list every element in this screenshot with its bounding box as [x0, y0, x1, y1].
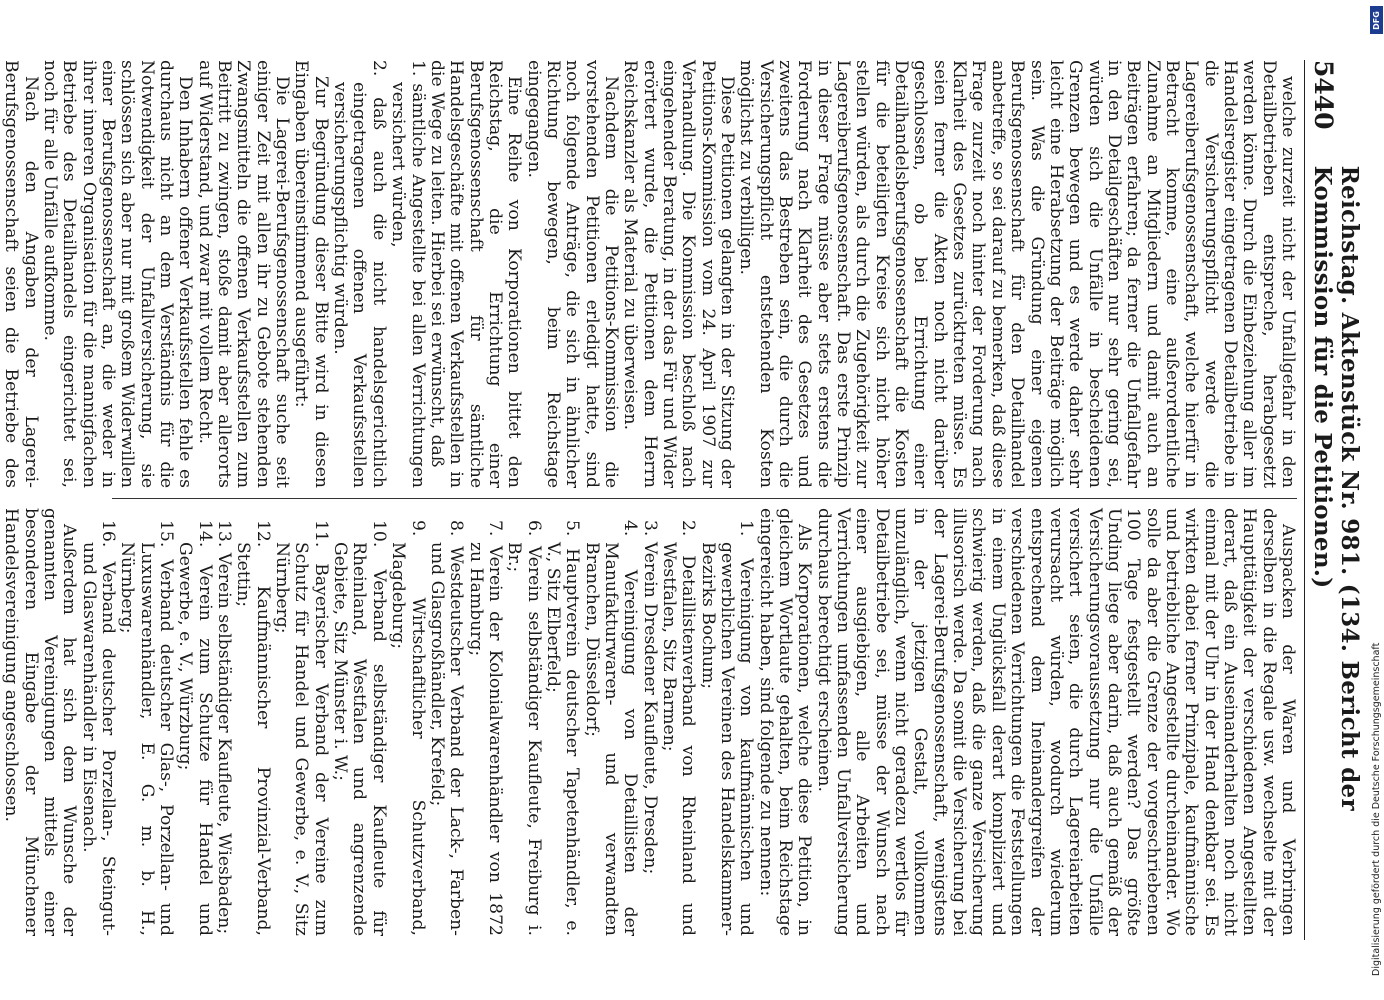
list-item: 2. daß auch die nicht handelsgerichtlich eingetragenen offenen Verkaufsstellen versicherungspflichtig würden. — [330, 60, 389, 488]
list-item: 1. sämtliche Angestellte bei allen Verrichtungen versichert würden, — [388, 60, 428, 488]
digitization-note — [1370, 6, 1384, 996]
paragraph: Den Inhabern offener Verkaufsstellen fehle es durchaus nicht an dem Verständnis für die Notwendigkeit der Unfallversicherung, sie schlössen sich aber nur mit großem Widerwillen einer Berufsgenossenschaft an, die weder in ihrer inneren Organisation für die mannigfachen Betriebe des Detailhandels eingerichtet sei, noch für alle Unfälle aufkomme. — [40, 60, 196, 488]
page-number: 5440 — [1309, 60, 1338, 130]
list-item: 3. Verein Dresdener Kaufleute, Dresden; — [639, 520, 660, 875]
list-item: 1. Vereinigung von kaufmännischen und gewerblichen Vereinen des Handelskammer-Bezirks Bochum; — [697, 520, 757, 936]
list-item: 7. Verein der Kolonialwarenhändler von 1872 zu Hamburg; — [465, 520, 505, 936]
paragraph: Zur Begründung dieser Bitte wird in diesen Eingaben übereinstimmend ausgeführt: — [291, 60, 331, 488]
column-divider — [112, 498, 1297, 499]
page-header — [1304, 60, 1363, 940]
left-text-column — [1, 60, 1298, 488]
list-item: 9. Wirtschaftlicher Schutzverband, Magdeburg; — [388, 520, 428, 936]
right-text-column — [1, 508, 1298, 936]
paragraph: Nachdem die Petitions-Kommission die vorstehenden Petitionen erledigt hatte, sind noch folgende Anträge, die sich in ähnlicher Richtung bewegen, beim Reichstage eingegangen. — [523, 60, 621, 488]
list-item: 10. Verband selbständiger Kaufleute für Rheinland, Westfalen und angrenzende Gebiete, Sitz Münster i. W.; — [330, 520, 389, 936]
paragraph: Auspacken der Waren und Verbringen derselben in die Regale usw. wechselte mit der Haupttätigkeit der verschiedenen Angestellten derart, daß ein Auseinanderhalten noch nicht einmal mit der Uhr in der Hand denkbar sei. Es wirkten dabei ferner Prinzipale, kaufmännische und betriebliche Angestellte durcheinander. Wo solle da aber die Grenze der vorgeschriebenen 100 Tage festgestellt werden? Das größte Unding liege aber darin, daß auch gemäß der Versicherungsvoraussetzung nur die Unfälle versichert seien, die durch Lagereiarbeiten verursacht würden, wodurch wiederum entsprechend dem Ineinandergreifen der verschiedenen Verrichtungen die Feststellungen in einem Unglücksfall derart kompliziert und schwierig werden, daß die ganze Versicherung illusorisch werde. Da somit die Versicherung bei der Lagerei-Berufsgenossenschaft, wenigstens in der jetzigen Gestalt, vollkommen unzulänglich, wenn nicht geradezu wertlos für Detailbetriebe sei, müsse der Wunsch nach einer ausgiebigen, alle Arbeiten und Verrichtungen umfassenden Unfallversicherung durchaus berechtigt erscheinen. — [813, 508, 1298, 936]
list-item: 8. Westdeutscher Verband der Lack-, Farben- und Glasgroßhändler, Krefeld; — [426, 520, 467, 936]
paragraph: Eine Reihe von Korporationen bittet den Reichstag, die Errichtung einer Berufsgenossenschaft für sämtliche Handelsgeschäfte mit offenen Verkaufsstellen in die Wege zu leiten. Hierbei sei erwünscht, daß — [426, 60, 525, 488]
paragraph: Nach den Angaben der Lagerei-Berufsgenossenschaft seien die Betriebe des — [1, 60, 41, 488]
list-item: 12. Kaufmännischer Provinzial-Verband, Stettin; — [233, 520, 273, 936]
list-item: 5. Hauptverein deutscher Tapetenhändler, e. V., Sitz Elberfeld; — [542, 520, 583, 936]
list-item: 4. Vereinigung von Detaillisten der Manufakturwaren- und verwandten Branchen, Düsseldorf; — [581, 520, 641, 936]
paragraph — [0, 508, 1, 936]
list-item: 2. Detaillistenverband von Rheinland und Westfalen, Sitz Barmen; — [659, 520, 699, 936]
list-item: 13. Verein selbständiger Kaufleute, Wiesbaden; — [214, 520, 235, 935]
paragraph: welche zurzeit nicht der Unfallgefahr in den Detailbetrieben entspreche, herabgesetzt werden könne. Durch die Einbeziehung aller im Handelsregister eingetragenen Detailbetriebe in die Versicherungspflicht werde die Lagereiberufsgenossenschaft, welche hierfür in Betracht komme, eine außerordentliche Zunahme an Mitgliedern und damit auch an Beiträgen erfahren; da ferner die Unfallgefahr in den Detailgeschäften nur sehr gering sei, würden sich die Unfälle in bescheidenen Grenzen bewegen und es werde daher sehr leicht eine Herabsetzung der Beiträge möglich sein. Was die Gründung einer eigenen Berufsgenossenschaft für den Detailhandel anbetreffe, so sei darauf zu bemerken, daß diese Frage zurzeit noch hinter der Forderung nach Klarheit des Gesetzes zurücktreten müsse. Es seien ferner die Akten noch nicht darüber geschlossen, ob bei Errichtung einer Detailhandelsberufsgenossenschaft die Kosten für die beteiligten Kreise sich nicht höher stellen würden, als durch die Zugehörigkeit zur Lagereiberufsgenossenschaft. Das erste Prinzip in dieser Frage müsse aber stets erstens die Forderung nach Klarheit des Gesetzes und zweitens das Bestreben sein, die durch die Versicherungspflicht entstehenden Kosten möglichst zu verbilligen. — [736, 60, 1298, 488]
paragraph: Außerdem hat sich dem Wunsche der genannten Vereinigungen mittels einer besonderen Eingabe der Münchener Handelsvereinigung angeschlossen. — [1, 508, 80, 936]
dfg-logo: DFG — [1370, 6, 1383, 34]
paragraph: Diese Petitionen gelangten in der Sitzung der Petitions-Kommission vom 24. April 1907 zur Verhandlung. Die Kommission beschloß nach eingehender Beratung, in der das Für und Wider erörtert wurde, die Petitionen dem Herrn Reichskanzler als Material zu überweisen. — [620, 60, 738, 488]
running-title: Reichstag. Aktenstück Nr. 981. (134. Bericht der Kommission für die Petitionen.) — [1309, 165, 1363, 811]
paragraph: Als Korporationen, welche diese Petition, in gleichem Wortlaute gehalten, beim Reichstage eingereicht haben, sind folgende zu nennen: — [755, 508, 815, 936]
paragraph: Die Lagerei-Berufsgenossenschaft suche seit einiger Zeit mit allen ihr zu Gebote stehenden Zwangsmitteln die offenen Verkaufsstellen zum Beitritt zu zwingen, stoße damit aber allerorts auf Widerstand, und zwar mit vollem Recht. — [194, 60, 293, 488]
list-item: 14. Verein zum Schutze für Handel und Gewerbe, e. V., Würzburg; — [175, 520, 215, 936]
list-item: 6. Verein selbständiger Kaufleute, Freiburg i. Br.; — [504, 520, 544, 936]
list-item: 11. Bayerischer Verband der Vereine zum Schutz für Handel und Gewerbe, e. V., Sitz Nürnberg; — [272, 520, 331, 936]
digitization-text: Digitalisierung gefördert durch die Deutsche Forschungsgemeinschaft — [1371, 642, 1382, 976]
list-item: 16. Verband deutscher Porzellan-, Steingut- und Glaswarenhändler in Eisenach. — [78, 520, 119, 936]
list-item: 15. Verband deutscher Glas-, Porzellan- und Luxuswarenhändler, E. G. m. b. H., Nürnberg; — [117, 520, 177, 936]
